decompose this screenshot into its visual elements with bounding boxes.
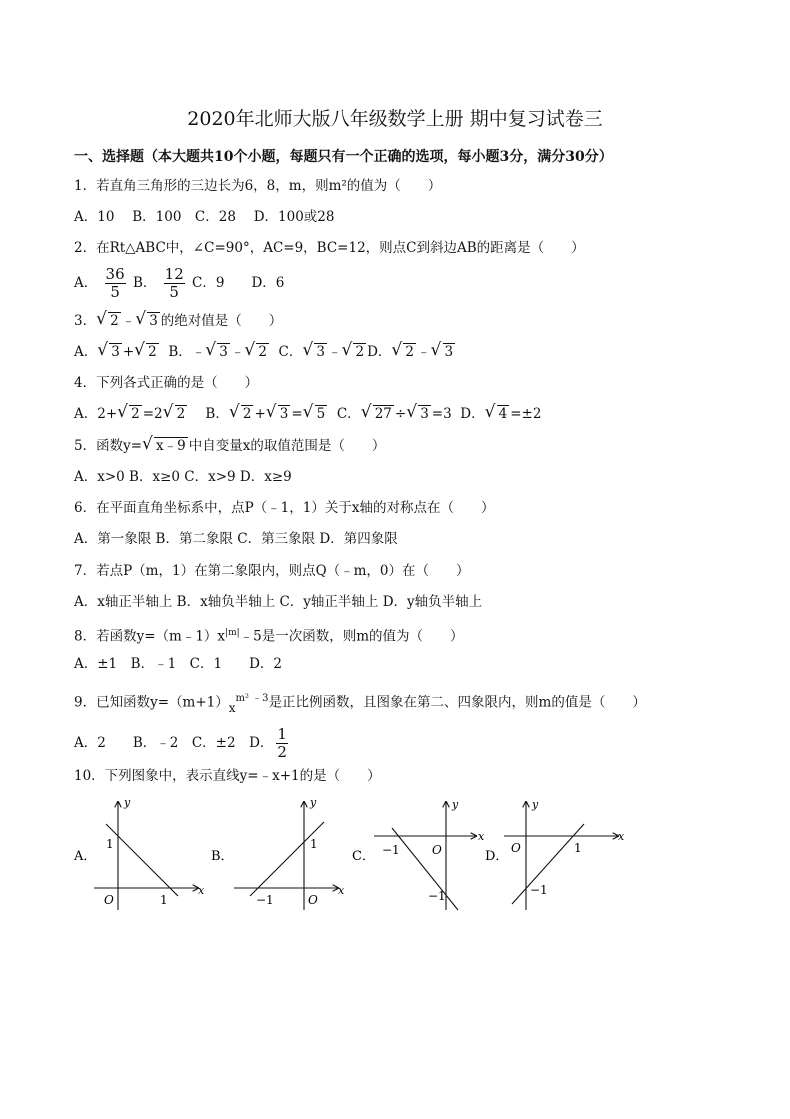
- denominator: 5: [110, 283, 120, 301]
- radicand: 2: [148, 344, 157, 360]
- radicand: 4: [498, 406, 508, 422]
- question-10-stem: 10．下列图象中，表示直线y=﹣x+1的是（ ）: [74, 768, 381, 784]
- axis-y-label: y: [124, 796, 131, 809]
- q2-option-a-fraction: [105, 266, 126, 301]
- radicand: 3: [420, 406, 429, 422]
- operator: =±2: [510, 406, 542, 422]
- sqrt: [98, 343, 122, 361]
- option-label: D．: [367, 344, 392, 360]
- graph-b-line: [250, 822, 324, 896]
- operator: ﹣: [230, 344, 245, 360]
- operator: ÷: [394, 406, 407, 422]
- section-heading: 一、选择题（本大题共10个小题，每题只有一个正确的选项，每小题3分，满分30分）: [74, 149, 613, 165]
- tick-label: 1: [106, 837, 114, 851]
- operator: ﹣: [417, 344, 431, 360]
- option-label: A．2+: [74, 406, 118, 422]
- sqrt: [267, 405, 291, 423]
- axis-y-label: y: [452, 798, 459, 811]
- denominator: 5: [169, 283, 179, 301]
- q8-text: 8．若函数y=（m﹣1）x: [74, 628, 226, 645]
- radicand: 3: [279, 406, 289, 422]
- q2-option-b-fraction: [164, 266, 185, 301]
- question-5-stem: [74, 437, 385, 455]
- sqrt: [304, 405, 328, 423]
- radicand: 3: [219, 344, 228, 360]
- sqrt: [303, 343, 327, 361]
- question-4-stem: 4．下列各式正确的是（ ）: [74, 375, 259, 391]
- operator: =2: [142, 406, 163, 422]
- operator: =: [291, 406, 303, 422]
- sqrt: [407, 405, 431, 423]
- origin-label: O: [308, 893, 318, 907]
- operator: =3: [431, 406, 452, 422]
- option-label: D．: [460, 406, 485, 422]
- sqrt: [136, 312, 160, 330]
- base: x: [228, 700, 236, 715]
- radicand: 2: [110, 313, 119, 329]
- radicand: 2: [258, 344, 267, 360]
- radicand: 5: [316, 406, 326, 422]
- tick-label: 1: [310, 837, 318, 851]
- sqrt: [97, 312, 121, 330]
- axis-x-label: x: [198, 884, 205, 897]
- graph-d-label: D．: [485, 849, 509, 864]
- question-2-stem: 2．在Rt△ABC中，∠C=90°，AC=9，BC=12，则点C到斜边AB的距离是（ ）: [74, 240, 585, 256]
- radicand: 2: [176, 406, 186, 422]
- tick-label: −1: [530, 883, 548, 897]
- operator: +: [254, 406, 266, 422]
- operator: ﹣: [121, 313, 136, 329]
- q2-option-b-label: B．: [132, 275, 157, 291]
- question-1-stem: 1．若直角三角形的三边长为6，8，m，则m²的值为（ ）: [74, 178, 442, 194]
- q5-text: 5．函数y=: [74, 438, 143, 454]
- origin-label: O: [104, 893, 114, 907]
- option-label: B．﹣: [168, 344, 206, 360]
- radicand: 2: [242, 406, 252, 422]
- tick-label: −1: [256, 893, 274, 907]
- tick-label: 1: [574, 841, 582, 855]
- sqrt: [486, 405, 510, 423]
- radicand: 3: [316, 344, 325, 360]
- sqrt: [135, 343, 159, 361]
- question-7-stem: 7．若点P（m，1）在第二象限内，则点Q（﹣m，0）在（ ）: [74, 563, 470, 579]
- question-7-options: A．x轴正半轴上 B．x轴负半轴上 C．y轴正半轴上 D．y轴负半轴上: [74, 594, 483, 610]
- question-5-options: A．x>0 B．x≥0 C．x>9 D．x≥9: [74, 469, 292, 485]
- graph-a-label: A．: [74, 849, 97, 864]
- radicand: 2: [355, 344, 365, 360]
- graph-b: [211, 796, 345, 910]
- q9-options-text: A．2 B．﹣2 C．±2 D．: [74, 735, 274, 751]
- graph-c-line: [392, 828, 458, 910]
- sqrt: [164, 405, 188, 423]
- sqrt: [432, 343, 456, 361]
- numerator: 36: [105, 265, 125, 283]
- axis-y-label: y: [532, 798, 539, 811]
- axis-x-label: x: [478, 830, 485, 843]
- exponent: |m|: [225, 628, 240, 638]
- option-label: C．: [278, 344, 303, 360]
- tick-label: 1: [160, 893, 168, 907]
- sqrt: [206, 343, 230, 361]
- axis-x-label: x: [338, 884, 345, 897]
- graph-b-label: B．: [211, 849, 234, 864]
- sqrt: [392, 343, 416, 361]
- denominator: 2: [277, 743, 287, 761]
- question-3-options: [74, 343, 456, 361]
- question-3-stem: [74, 312, 282, 330]
- axis-x-label: x: [618, 830, 625, 843]
- q3-text: 的绝对值是（ ）: [160, 313, 283, 329]
- numerator: 12: [164, 265, 184, 283]
- exponent: m² ﹣3: [235, 693, 269, 704]
- graph-c-label: C．: [352, 849, 375, 864]
- q9-option-d-fraction: [276, 726, 288, 761]
- q8-text: ﹣5是一次函数，则m的值为（ ）: [239, 628, 464, 645]
- option-label: C．: [336, 406, 361, 422]
- question-9-options: [74, 726, 291, 761]
- sqrt: [118, 405, 142, 423]
- sqrt: [143, 437, 188, 455]
- question-2-options: [74, 266, 284, 301]
- question-9-stem: [74, 690, 646, 715]
- question-6-stem: 6．在平面直角坐标系中，点P（﹣1，1）关于x轴的对称点在（ ）: [74, 500, 495, 516]
- tick-label: −1: [382, 843, 400, 857]
- radicand: 3: [444, 344, 454, 360]
- question-6-options: A．第一象限 B．第二象限 C．第三象限 D．第四象限: [74, 531, 398, 547]
- radicand: 3: [111, 344, 120, 360]
- graph-a-line: [106, 824, 178, 896]
- radicand: 2: [405, 344, 414, 360]
- q2-option-rest: C．9 D．6: [192, 275, 285, 291]
- radicand: x﹣9: [156, 438, 186, 454]
- question-1-options: A．10 B．100 C．28 D．100或28: [74, 209, 335, 225]
- radicand: 3: [149, 313, 158, 329]
- graph-a: [74, 796, 205, 910]
- question-8-options: A．±1 B．﹣1 C．1 D．2: [74, 656, 282, 672]
- q9-text: 9．已知函数y=（m+1）: [74, 694, 229, 711]
- graph-d: [485, 798, 625, 910]
- q2-option-a-label: A．: [74, 275, 98, 291]
- origin-label: O: [432, 843, 442, 857]
- sqrt: [342, 343, 366, 361]
- option-label: B．: [205, 406, 229, 422]
- origin-label: O: [511, 841, 521, 855]
- sqrt: [362, 405, 394, 423]
- question-8-stem: [74, 624, 464, 646]
- tick-label: −1: [428, 889, 446, 903]
- question-4-options: [74, 405, 541, 423]
- answer-graphs: [74, 796, 634, 916]
- graph-c: [352, 798, 485, 910]
- axis-y-label: y: [310, 796, 317, 809]
- operator: +: [122, 344, 135, 360]
- numerator: 1: [277, 725, 287, 743]
- q9-text: 是正比例函数，且图象在第二、四象限内，则m的值是（ ）: [268, 694, 646, 711]
- sqrt: [230, 405, 254, 423]
- q3-number: 3．: [74, 313, 97, 329]
- sqrt: [245, 343, 269, 361]
- page-title: 2020年北师大版八年级数学上册 期中复习试卷三: [187, 108, 603, 130]
- radicand: 27: [374, 406, 392, 422]
- radicand: 2: [131, 406, 140, 422]
- option-label: A．: [74, 344, 98, 360]
- operator: ﹣: [327, 344, 342, 360]
- q5-text: 中自变量x的取值范围是（ ）: [188, 438, 386, 454]
